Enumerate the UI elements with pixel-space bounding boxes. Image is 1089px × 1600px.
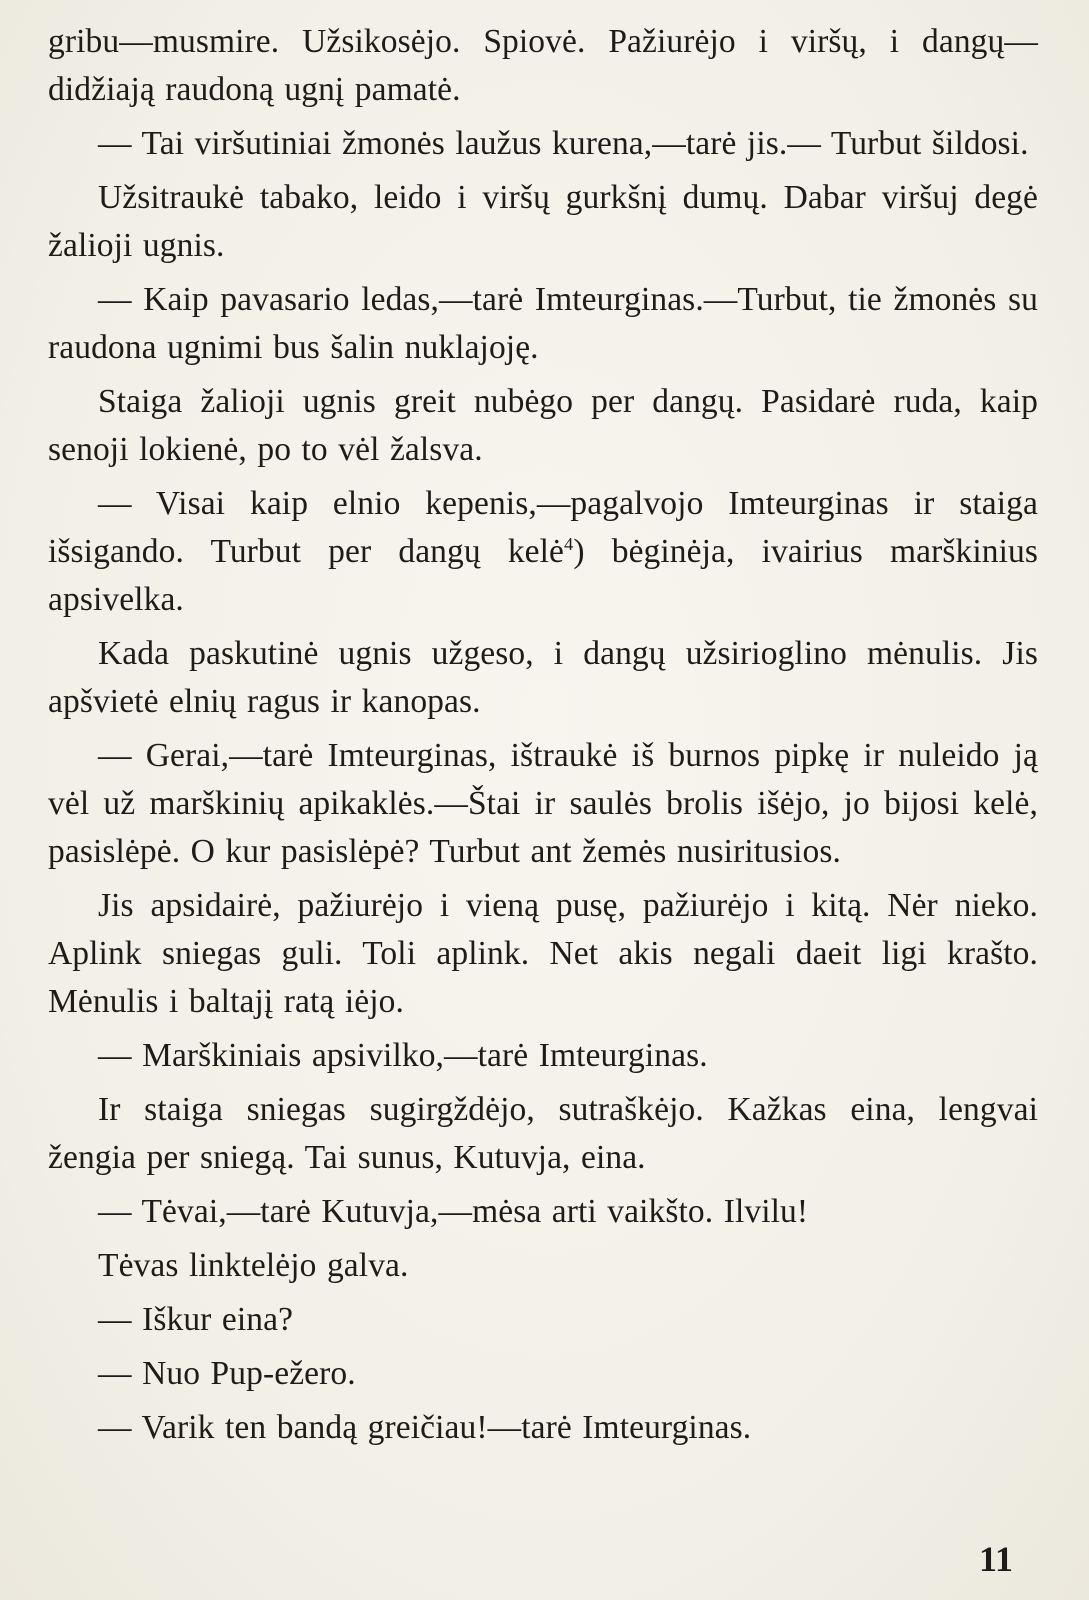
paragraph-14: — Iškur eina? <box>98 1301 294 1338</box>
paragraph-10: — Marškiniais apsivilko,—tarė Imteurginas. <box>98 1037 708 1074</box>
paragraph-2: — Tai viršutiniai žmonės laužus kurena,—tarė jis.— Turbut šildosi. <box>98 125 1029 162</box>
paragraph-6 <box>48 480 1038 624</box>
paragraph-5: Staiga žalioji ugnis greit nubėgo per dangų. Pasidarė ruda, kaip senoji lokienė, po to vėl žalsva. <box>48 383 1038 468</box>
paragraph-16: — Varik ten bandą greičiau!—tarė Imteurginas. <box>98 1409 752 1446</box>
page-number: 11 <box>978 1539 1013 1579</box>
paragraph-6-text-after: ) bėginėja, ivairius marškinius apsivelka. <box>48 533 1038 618</box>
paragraph-3: Užsitraukė tabako, leido i viršų gurkšnį dumų. Dabar viršuj degė žalioji ugnis. <box>48 179 1038 264</box>
footnote-marker: 4 <box>564 533 574 554</box>
paragraph-8: — Gerai,—tarė Imteurginas, ištraukė iš burnos pipkę ir nuleido ją vėl už marškinių apikaklės.—Štai ir saulės brolis išėjo, jo bijosi kelė, pasislėpė. O kur pasislėpė? Turbut ant žemės nusiritusios. <box>48 737 1038 870</box>
paragraph-6-text: — Visai kaip elnio kepenis,—pagalvojo Imteurginas ir staiga išsigando. Turbut per dangų kelė <box>48 485 1038 570</box>
paragraph-4: — Kaip pavasario ledas,—tarė Imteurginas.—Turbut, tie žmonės su raudona ugnimi bus šalin nuklajoję. <box>48 281 1038 366</box>
paragraph-9: Jis apsidairė, pažiurėjo i vieną pusę, pažiurėjo i kitą. Nėr nieko. Aplink sniegas guli. Toli aplink. Net akis negali daeit ligi krašto. Mėnulis i baltajį ratą iėjo. <box>48 887 1038 1020</box>
paragraph-13: Tėvas linktelėjo galva. <box>98 1247 409 1284</box>
paragraph-1: gribu—musmire. Užsikosėjo. Spiovė. Pažiurėjo i viršų, i dangų—didžiają raudoną ugnį pamatė. <box>48 23 1038 108</box>
paragraph-7: Kada paskutinė ugnis užgeso, i dangų užsirioglino mėnulis. Jis apšvietė elnių ragus ir kanopas. <box>48 635 1038 720</box>
page-text <box>48 18 1038 1452</box>
paragraph-15: — Nuo Pup-ežero. <box>98 1355 356 1392</box>
paragraph-12: — Tėvai,—tarė Kutuvja,—mėsa arti vaikšto. Ilvilu! <box>98 1193 809 1230</box>
paragraph-11: Ir staiga sniegas sugirgždėjo, sutraškėjo. Kažkas eina, lengvai žengia per sniegą. Tai sunus, Kutuvja, eina. <box>48 1091 1038 1176</box>
